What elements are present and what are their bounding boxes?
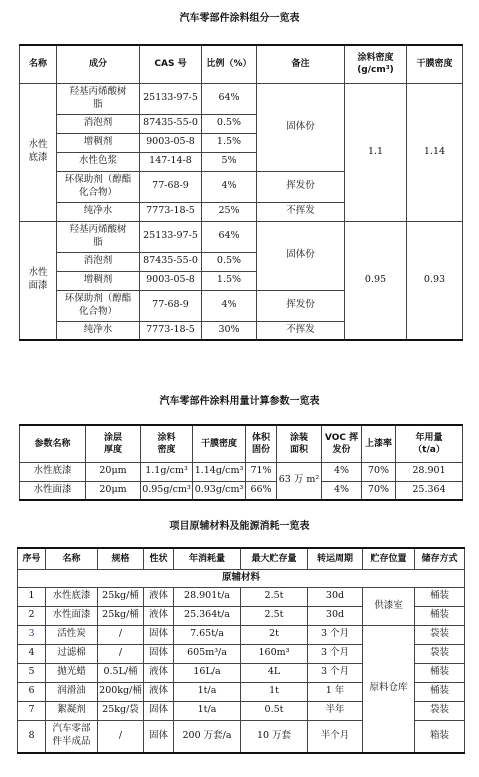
remark-cell: 挥发份 bbox=[257, 290, 345, 321]
spec-cell: / bbox=[98, 625, 144, 644]
coating-area-cell: 63 万 m² bbox=[277, 462, 322, 500]
max-storage-cell: 160m³ bbox=[241, 644, 308, 663]
param-name-cell: 水性底漆 bbox=[20, 462, 86, 481]
ratio-cell: 25% bbox=[202, 202, 257, 221]
annual-cell: 7.65t/a bbox=[174, 625, 241, 644]
coating-usage-params-table bbox=[19, 424, 463, 501]
annual-cell: 1t/a bbox=[174, 682, 241, 701]
header-annual-use: 年用量 （t/a） bbox=[396, 425, 463, 462]
cas-cell: 9003-05-8 bbox=[140, 133, 202, 152]
component-cell: 水性色浆 bbox=[57, 152, 140, 171]
dry-film-density-cell: 1.14 bbox=[407, 83, 463, 221]
header-dry-film-density: 干膜密度 bbox=[407, 45, 463, 83]
header-storage-method: 储存方式 bbox=[415, 548, 465, 569]
cycle-cell: 30d bbox=[308, 587, 363, 606]
spec-cell: 200kg/桶 bbox=[98, 682, 144, 701]
cycle-cell: 3 个月 bbox=[308, 644, 363, 663]
annual-cell: 605m³/a bbox=[174, 644, 241, 663]
material-name: 水性底漆 bbox=[46, 587, 98, 606]
max-storage-cell: 1t bbox=[241, 682, 308, 701]
component-cell: 消泡剂 bbox=[57, 114, 140, 133]
cas-cell: 77-68-9 bbox=[140, 171, 202, 202]
material-name: 润滑油 bbox=[46, 682, 98, 701]
row-number: 6 bbox=[18, 682, 46, 701]
cas-cell: 147-14-8 bbox=[140, 152, 202, 171]
raw-materials-table bbox=[17, 547, 465, 754]
ratio-cell: 1.5% bbox=[202, 271, 257, 290]
material-name: 过滤棉 bbox=[46, 644, 98, 663]
cas-cell: 9003-05-8 bbox=[140, 271, 202, 290]
header-dry-film-density: 干膜密度 bbox=[193, 425, 246, 462]
remark-cell: 不挥发 bbox=[257, 202, 345, 221]
table3-title: 项目原辅材料及能源消耗一览表 bbox=[169, 521, 310, 532]
header-density: 涂料 密度 bbox=[141, 425, 193, 462]
location-cell: 供漆室 bbox=[363, 587, 415, 625]
paint-name: 水性 底漆 bbox=[20, 83, 57, 221]
material-name: 活性炭 bbox=[46, 625, 98, 644]
annual-cell: 16L/a bbox=[174, 663, 241, 682]
max-storage-cell: 10 万套 bbox=[241, 720, 308, 753]
header-cycle: 转运周期 bbox=[308, 548, 363, 569]
annual-use-cell: 28.901 bbox=[396, 462, 463, 481]
spec-cell: / bbox=[98, 720, 144, 753]
header-max-storage: 最大贮存量 bbox=[241, 548, 308, 569]
annual-cell: 200 万套/a bbox=[174, 720, 241, 753]
row-number: 3 bbox=[18, 625, 46, 644]
storage-method-cell: 箱装 bbox=[415, 720, 465, 753]
density-cell: 0.95g/cm³ bbox=[141, 481, 193, 500]
remark-cell: 挥发份 bbox=[257, 171, 345, 202]
header-location: 贮存位置 bbox=[363, 548, 415, 569]
storage-method-cell: 袋装 bbox=[415, 625, 465, 644]
paint-name: 水性 面漆 bbox=[20, 221, 57, 340]
ratio-cell: 4% bbox=[202, 171, 257, 202]
spec-cell: 25kg/桶 bbox=[98, 606, 144, 625]
max-storage-cell: 2t bbox=[241, 625, 308, 644]
storage-method-cell: 桶装 bbox=[415, 663, 465, 682]
coating-composition-table bbox=[19, 44, 463, 341]
component-cell: 环保助剂（醇酯 化合物） bbox=[57, 290, 140, 321]
material-name: 水性面漆 bbox=[46, 606, 98, 625]
ratio-cell: 0.5% bbox=[202, 114, 257, 133]
material-name: 汽车零部 件半成品 bbox=[46, 720, 98, 753]
row-number: 8 bbox=[18, 720, 46, 753]
remark-cell: 固体份 bbox=[257, 83, 345, 171]
remark-cell: 固体份 bbox=[257, 221, 345, 290]
header-spec: 规格 bbox=[98, 548, 144, 569]
material-name: 絮凝剂 bbox=[46, 701, 98, 720]
header-param-name: 参数名称 bbox=[20, 425, 86, 462]
component-cell: 纯净水 bbox=[57, 321, 140, 340]
component-cell: 羟基丙烯酸树 脂 bbox=[57, 221, 140, 252]
storage-method-cell: 桶装 bbox=[415, 587, 465, 606]
dry-film-density-cell: 0.93g/cm³ bbox=[193, 481, 246, 500]
cycle-cell: 半个月 bbox=[308, 720, 363, 753]
header-thickness: 涂层 厚度 bbox=[86, 425, 141, 462]
thickness-cell: 20μm bbox=[86, 462, 141, 481]
voc-cell: 4% bbox=[322, 481, 362, 500]
cas-cell: 87435-55-0 bbox=[140, 252, 202, 271]
component-cell: 纯净水 bbox=[57, 202, 140, 221]
section-header: 原辅材料 bbox=[18, 569, 465, 587]
row-number: 7 bbox=[18, 701, 46, 720]
ratio-cell: 64% bbox=[202, 83, 257, 114]
ratio-cell: 0.5% bbox=[202, 252, 257, 271]
cas-cell: 87435-55-0 bbox=[140, 114, 202, 133]
spec-cell: 25kg/袋 bbox=[98, 701, 144, 720]
storage-method-cell: 袋装 bbox=[415, 644, 465, 663]
header-voc: VOC 挥 发份 bbox=[322, 425, 362, 462]
max-storage-cell: 0.5t bbox=[241, 701, 308, 720]
location-cell: 原料仓库 bbox=[363, 625, 415, 753]
component-cell: 羟基丙烯酸树 脂 bbox=[57, 83, 140, 114]
coating-density-cell: 1.1 bbox=[345, 83, 407, 221]
state-cell: 固体 bbox=[144, 625, 174, 644]
state-cell: 液体 bbox=[144, 606, 174, 625]
header-annual: 年消耗量 bbox=[174, 548, 241, 569]
annual-cell: 28.901t/a bbox=[174, 587, 241, 606]
state-cell: 固体 bbox=[144, 720, 174, 753]
header-cas: CAS 号 bbox=[140, 45, 202, 83]
ratio-cell: 30% bbox=[202, 321, 257, 340]
state-cell: 固体 bbox=[144, 644, 174, 663]
max-storage-cell: 2.5t bbox=[241, 606, 308, 625]
cas-cell: 77-68-9 bbox=[140, 290, 202, 321]
row-number: 5 bbox=[18, 663, 46, 682]
table1-title: 汽车零部件涂料组分一览表 bbox=[179, 13, 300, 24]
storage-method-cell: 桶装 bbox=[415, 606, 465, 625]
storage-method-cell: 袋装 bbox=[415, 701, 465, 720]
table2-title: 汽车零部件涂料用量计算参数一览表 bbox=[159, 396, 320, 407]
ratio-cell: 4% bbox=[202, 290, 257, 321]
cycle-cell: 1 年 bbox=[308, 682, 363, 701]
ratio-cell: 5% bbox=[202, 152, 257, 171]
spec-cell: 25kg/桶 bbox=[98, 587, 144, 606]
header-remark: 备注 bbox=[257, 45, 345, 83]
storage-method-cell: 桶装 bbox=[415, 682, 465, 701]
component-cell: 增稠剂 bbox=[57, 271, 140, 290]
header-name: 名称 bbox=[20, 45, 57, 83]
param-name-cell: 水性面漆 bbox=[20, 481, 86, 500]
row-number: 2 bbox=[18, 606, 46, 625]
annual-cell: 25.364t/a bbox=[174, 606, 241, 625]
component-cell: 环保助剂（醇酯 化合物） bbox=[57, 171, 140, 202]
header-name: 名称 bbox=[46, 548, 98, 569]
annual-cell: 1t/a bbox=[174, 701, 241, 720]
header-state: 性状 bbox=[144, 548, 174, 569]
transfer-rate-cell: 70% bbox=[362, 481, 396, 500]
header-coating-density: 涂料密度 (g/cm³) bbox=[345, 45, 407, 83]
coating-density-cell: 0.95 bbox=[345, 221, 407, 340]
cycle-cell: 半年 bbox=[308, 701, 363, 720]
spec-cell: 0.5L/桶 bbox=[98, 663, 144, 682]
ratio-cell: 64% bbox=[202, 221, 257, 252]
cycle-cell: 30d bbox=[308, 606, 363, 625]
cas-cell: 25133-97-5 bbox=[140, 83, 202, 114]
cas-cell: 7773-18-5 bbox=[140, 321, 202, 340]
ratio-cell: 1.5% bbox=[202, 133, 257, 152]
state-cell: 固体 bbox=[144, 701, 174, 720]
header-coating-area: 涂装 面积 bbox=[277, 425, 322, 462]
cas-cell: 7773-18-5 bbox=[140, 202, 202, 221]
voc-cell: 4% bbox=[322, 462, 362, 481]
row-number: 4 bbox=[18, 644, 46, 663]
material-name: 抛光蜡 bbox=[46, 663, 98, 682]
max-storage-cell: 2.5t bbox=[241, 587, 308, 606]
cycle-cell: 3 个月 bbox=[308, 625, 363, 644]
component-cell: 消泡剂 bbox=[57, 252, 140, 271]
row-number: 1 bbox=[18, 587, 46, 606]
thickness-cell: 20μm bbox=[86, 481, 141, 500]
dry-film-density-cell: 0.93 bbox=[407, 221, 463, 340]
volume-solid-cell: 71% bbox=[246, 462, 277, 481]
header-volume-solid: 体积 固份 bbox=[246, 425, 277, 462]
dry-film-density-cell: 1.14g/cm³ bbox=[193, 462, 246, 481]
density-cell: 1.1g/cm³ bbox=[141, 462, 193, 481]
cycle-cell: 3 个月 bbox=[308, 663, 363, 682]
volume-solid-cell: 66% bbox=[246, 481, 277, 500]
header-ratio: 比例（%） bbox=[202, 45, 257, 83]
header-component: 成分 bbox=[57, 45, 140, 83]
max-storage-cell: 4L bbox=[241, 663, 308, 682]
component-cell: 增稠剂 bbox=[57, 133, 140, 152]
state-cell: 液体 bbox=[144, 587, 174, 606]
state-cell: 液体 bbox=[144, 682, 174, 701]
header-transfer-rate: 上漆率 bbox=[362, 425, 396, 462]
annual-use-cell: 25.364 bbox=[396, 481, 463, 500]
transfer-rate-cell: 70% bbox=[362, 462, 396, 481]
cas-cell: 25133-97-5 bbox=[140, 221, 202, 252]
remark-cell: 不挥发 bbox=[257, 321, 345, 340]
state-cell: 液体 bbox=[144, 663, 174, 682]
header-no: 序号 bbox=[18, 548, 46, 569]
spec-cell: / bbox=[98, 644, 144, 663]
